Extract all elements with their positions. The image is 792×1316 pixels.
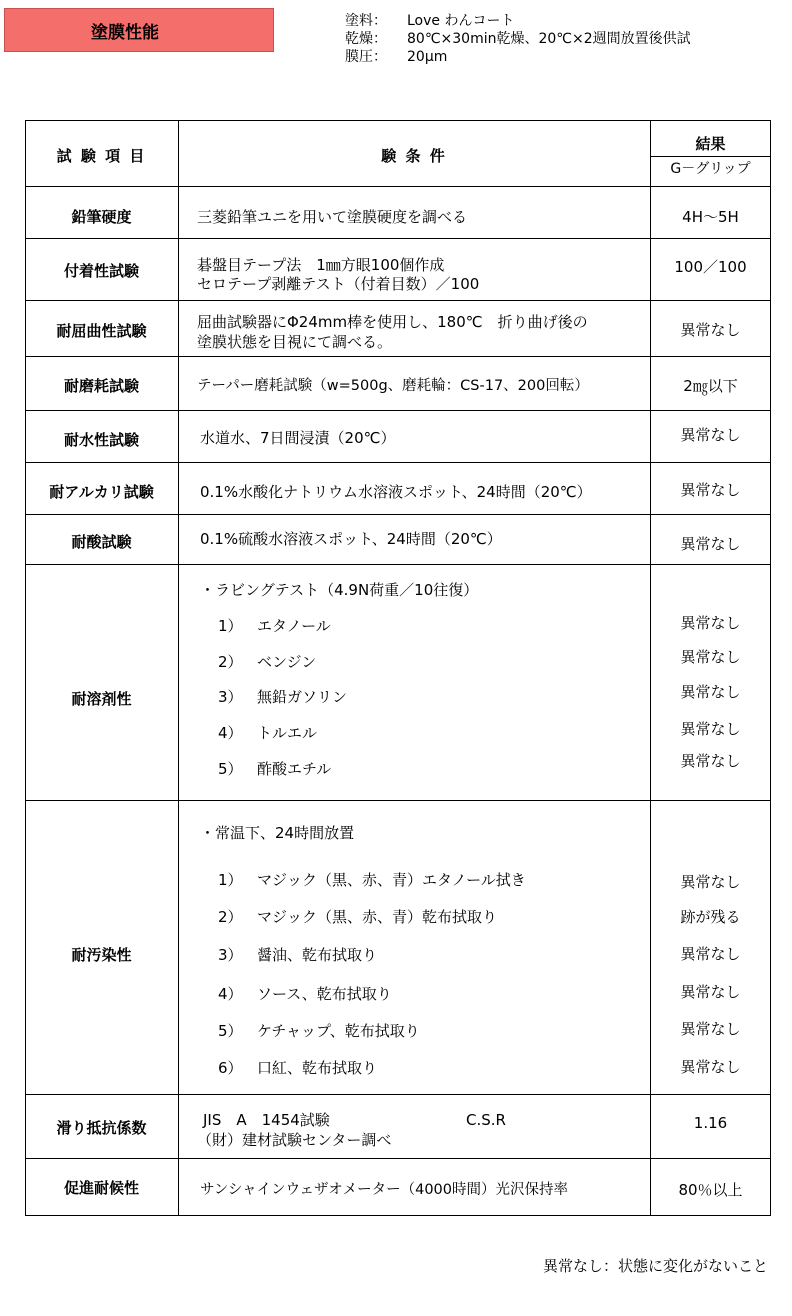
item-abrasion: 耐磨耗試験 xyxy=(63,377,139,395)
row-divider xyxy=(25,356,771,357)
row-divider xyxy=(25,1094,771,1095)
item-acid-resistance: 耐酸試験 xyxy=(71,533,132,551)
header-group: G－グリップ xyxy=(670,161,751,177)
result-value: 異常なし xyxy=(680,945,741,963)
meta-value: 80℃×30min乾燥、20℃×2週間放置後供試 xyxy=(407,31,691,47)
sub-text: トルエル xyxy=(257,724,318,742)
result-value: 異常なし xyxy=(680,1058,741,1076)
condition-text: テーパー磨耗試験（w=500g、磨耗輪：CS-17、200回転） xyxy=(197,378,589,394)
row-divider xyxy=(25,300,771,301)
sub-number: 5） xyxy=(218,1022,243,1040)
section-title: 塗膜性能 xyxy=(4,8,274,52)
item-alkali-resistance: 耐アルカリ試験 xyxy=(49,483,154,501)
header-item: 試 験 項 目 xyxy=(56,147,147,165)
meta-label: 乾燥： xyxy=(345,31,387,47)
item-water-resistance: 耐水性試験 xyxy=(63,431,139,449)
sub-number: 2） xyxy=(218,908,243,926)
sub-text: 醤油、乾布拭取り xyxy=(257,946,378,964)
result-value: 異常なし xyxy=(680,683,741,701)
row-divider xyxy=(25,800,771,801)
condition-text: 三菱鉛筆ユニを用いて塗膜硬度を調べる xyxy=(197,208,468,226)
sub-text: ソース、乾布拭取り xyxy=(257,985,392,1003)
condition-text: 水道水、7日間浸漬（20℃） xyxy=(200,429,396,447)
result-value: 1.16 xyxy=(693,1114,728,1132)
sub-number: 4） xyxy=(218,985,243,1003)
result-value: 異常なし xyxy=(680,983,741,1001)
item-pencil-hardness: 鉛筆硬度 xyxy=(71,208,132,226)
condition-text: セロテープ剥離テスト（付着目数）／100 xyxy=(197,275,480,293)
item-stain-resistance: 耐汚染性 xyxy=(71,946,132,964)
result-value: 跡が残る xyxy=(680,908,741,926)
condition-intro: ・ラビングテスト（4.9N荷重／10往復） xyxy=(200,581,479,599)
condition-text: サンシャインウェザオメーター（4000時間）光沢保持率 xyxy=(200,1182,569,1198)
header-result: 結果 xyxy=(695,135,726,153)
condition-text: （財）建材試験センター調べ xyxy=(197,1131,392,1149)
sub-number: 3） xyxy=(218,688,243,706)
meta-thickness xyxy=(345,48,691,66)
sub-text: 口紅、乾布拭取り xyxy=(257,1059,378,1077)
result-value: 異常なし xyxy=(680,481,741,499)
header-condition: 験 条 件 xyxy=(381,147,447,165)
sub-text: マジック（黒、赤、青）乾布拭取り xyxy=(257,908,498,926)
result-value: 異常なし xyxy=(680,535,741,553)
condition-text: 碁盤目テープ法 1㎜方眼100個作成 xyxy=(197,256,445,274)
row-divider xyxy=(25,238,771,239)
result-value: 異常なし xyxy=(680,1020,741,1038)
meta-label: 膜圧： xyxy=(345,49,387,65)
condition-text: 0.1%水酸化ナトリウム水溶液スポット、24時間（20℃） xyxy=(200,483,592,501)
item-solvent-resistance: 耐溶剤性 xyxy=(71,690,132,708)
meta-value: Love わんコート xyxy=(407,13,515,29)
meta-value: 20μm xyxy=(407,49,448,65)
sub-text: ケチャップ、乾布拭取り xyxy=(257,1022,420,1040)
coating-meta xyxy=(345,12,691,66)
sub-text: ベンジン xyxy=(257,653,317,671)
item-accelerated-weathering: 促進耐候性 xyxy=(63,1179,139,1197)
sub-number: 6） xyxy=(218,1059,243,1077)
meta-drying xyxy=(345,30,691,48)
meta-paint xyxy=(345,12,691,30)
sub-number: 3） xyxy=(218,946,243,964)
row-divider xyxy=(25,1158,771,1159)
row-divider xyxy=(25,410,771,411)
row-divider xyxy=(25,186,771,187)
result-value: 100／100 xyxy=(674,258,747,276)
column-divider xyxy=(650,120,651,1216)
sub-text: マジック（黒、赤、青）エタノール拭き xyxy=(257,871,526,889)
result-value: 異常なし xyxy=(680,648,741,666)
condition-text: 屈曲試験器にΦ24mm棒を使用し、180℃ 折り曲げ後の xyxy=(197,313,588,331)
sub-text: エタノール xyxy=(257,617,331,635)
sub-number: 5） xyxy=(218,760,243,778)
result-value: 2㎎以下 xyxy=(683,377,738,395)
condition-extra: C.S.R xyxy=(466,1111,506,1129)
sub-text: 酢酸エチル xyxy=(257,760,332,778)
condition-text: JIS A 1454試験 xyxy=(203,1111,330,1129)
meta-label: 塗料： xyxy=(345,13,387,29)
result-value: 異常なし xyxy=(680,752,741,770)
condition-text: 塗膜状態を目視にて調べる。 xyxy=(197,333,393,351)
row-divider xyxy=(25,462,771,463)
result-value: 異常なし xyxy=(680,614,741,632)
result-value: 異常なし xyxy=(680,426,741,444)
condition-text: 0.1%硫酸水溶液スポット、24時間（20℃） xyxy=(200,530,502,548)
result-value: 80％以上 xyxy=(678,1181,743,1199)
sub-number: 2） xyxy=(218,653,243,671)
header-subdivider xyxy=(650,156,771,157)
footnote: 異常なし：状態に変化がないこと xyxy=(542,1257,768,1275)
condition-intro: ・常温下、24時間放置 xyxy=(200,824,355,842)
sub-number: 1） xyxy=(218,617,243,635)
column-divider xyxy=(178,120,179,1216)
result-value: 異常なし xyxy=(680,720,741,738)
result-value: 4H～5H xyxy=(682,208,739,226)
item-flex-resistance: 耐屈曲性試験 xyxy=(56,322,147,340)
sub-number: 1） xyxy=(218,871,243,889)
result-value: 異常なし xyxy=(680,321,741,339)
item-adhesion: 付着性試験 xyxy=(63,262,139,280)
row-divider xyxy=(25,564,771,565)
item-slip-resistance: 滑り抵抗係数 xyxy=(56,1119,147,1137)
sub-text: 無鉛ガソリン xyxy=(257,688,348,706)
result-value: 異常なし xyxy=(680,873,741,891)
sub-number: 4） xyxy=(218,724,243,742)
row-divider xyxy=(25,514,771,515)
